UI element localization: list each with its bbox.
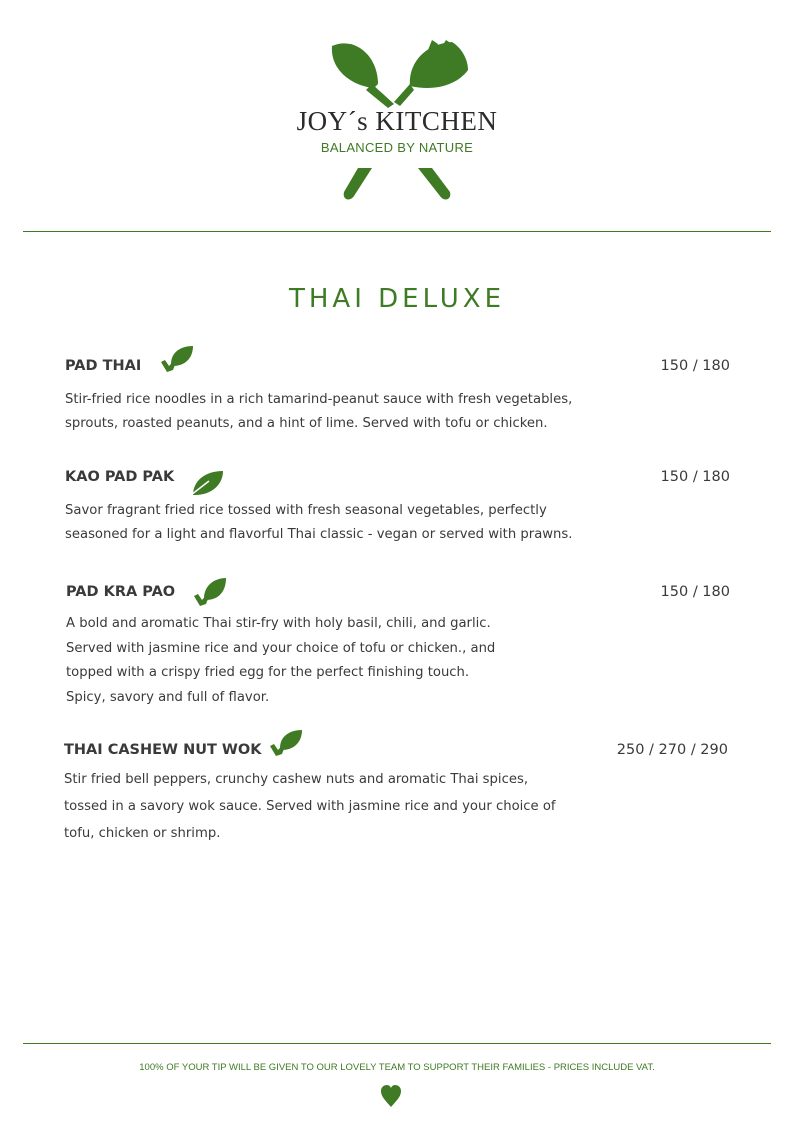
dish-price: 150 / 180 xyxy=(660,584,730,600)
brand-name: JOY´s KITCHEN xyxy=(296,106,498,136)
dish-description: Savor fragrant fried rice tossed with fresh seasonal vegetables, perfectly seasoned for a light and flavorful Thai classic - vegan or served with prawns. xyxy=(65,503,573,542)
footer-note: 100% OF YOUR TIP WILL BE GIVEN TO OUR LOVELY TEAM TO SUPPORT THEIR FAMILIES - PRICES INCLUDE VAT. xyxy=(139,1062,655,1073)
heart-icon xyxy=(380,1084,402,1108)
dish-name: THAI CASHEW NUT WOK xyxy=(64,742,262,758)
dish-description: Stir fried bell peppers, crunchy cashew nuts and aromatic Thai spices, tossed in a savory wok sauce. Served with jasmine rice and your choice of tofu, chicken or shrimp. xyxy=(64,772,556,841)
dish-price: 150 / 180 xyxy=(660,469,730,485)
leaf-icon xyxy=(189,469,225,497)
brand-tagline: BALANCED BY NATURE xyxy=(320,140,474,155)
leaf-check-icon xyxy=(192,576,228,610)
bottom-divider xyxy=(23,1043,771,1044)
dish-name: PAD THAI xyxy=(65,358,142,374)
dish-price: 250 / 270 / 290 xyxy=(616,742,728,758)
dish-name: PAD KRA PAO xyxy=(66,584,176,600)
leaf-check-icon xyxy=(159,344,195,376)
leaf-check-icon xyxy=(268,728,304,760)
section-title: THAI DELUXE xyxy=(288,284,506,314)
dish-description: Stir-fried rice noodles in a rich tamarind-peanut sauce with fresh vegetables, sprouts, roasted peanuts, and a hint of lime. Served with tofu or chicken. xyxy=(65,392,573,431)
dish-name: KAO PAD PAK xyxy=(65,469,175,485)
dish-description: A bold and aromatic Thai stir-fry with holy basil, chili, and garlic. Served with jasmine rice and your choice of tofu or chicken., and topped with a crispy fried egg for the perfect finishing touch. Spicy, savory and full of flavor. xyxy=(66,616,496,705)
dish-price: 150 / 180 xyxy=(660,358,730,374)
top-divider xyxy=(23,231,771,232)
